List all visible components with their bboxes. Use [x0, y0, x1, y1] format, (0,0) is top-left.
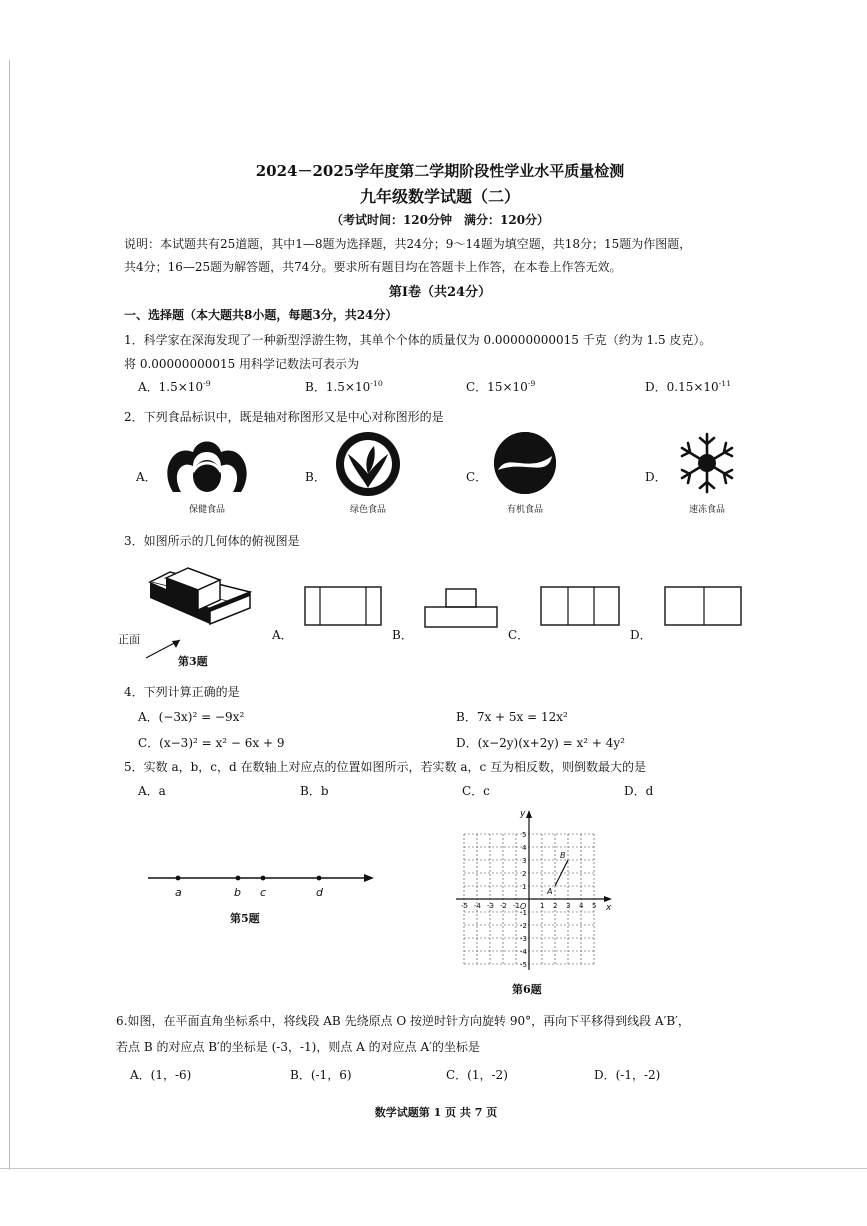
exam-info: （考试时间：120分钟 满分：120分）: [330, 213, 550, 227]
exam-subtitle: 九年级数学试题（二）: [359, 187, 521, 206]
point-label: B: [560, 851, 566, 860]
option-b: B．7x + 5x = 12x²: [456, 710, 568, 724]
logo-caption: 绿色食品: [349, 505, 387, 515]
svg-text:-1: -1: [520, 909, 527, 917]
svg-text:4: 4: [579, 902, 584, 910]
option-a: A．(1，-6): [130, 1068, 192, 1082]
svg-text:-2: -2: [520, 922, 527, 930]
svg-text:-5: -5: [461, 902, 468, 910]
question-1-stem: 1．科学家在深海发现了一种新型浮游生物，其单个个体的质量仅为 0.00000000015 千克（约为 1.5 皮克）。: [124, 333, 712, 347]
coordinate-grid: [448, 806, 618, 974]
svg-text:2: 2: [553, 902, 558, 910]
question-5-stem: 5．实数 a，b，c，d 在数轴上对应点的位置如图所示，若实数 a，c 互为相反数，则倒数最大的是: [124, 760, 647, 774]
question-1-stem: 将 0.00000000015 用科学记数法可表示为: [124, 357, 360, 371]
svg-text:-3: -3: [487, 902, 494, 910]
option-b-figure: [424, 588, 500, 630]
page-edge: [9, 60, 10, 1170]
point-label: a: [175, 886, 182, 899]
option-d: D．d: [624, 784, 654, 798]
axis-label: x: [606, 903, 612, 913]
option-c: C．c: [462, 784, 490, 798]
page-edge: [0, 1168, 867, 1169]
option-c: C．$15\times 10^{-9}$: [466, 379, 536, 394]
instructions-line: 共4分；16—25题为解答题，共74分。要求所有题目均在答题卡上作答，在本卷上作答无效。: [124, 260, 622, 274]
svg-text:1: 1: [540, 902, 545, 910]
option-b: B．(-1，6): [290, 1068, 352, 1082]
question-3-stem: 3．如图所示的几何体的俯视图是: [124, 534, 300, 548]
green-food-logo: [334, 430, 402, 498]
svg-text:3: 3: [522, 857, 527, 865]
option-b: B．b: [300, 784, 329, 798]
figure-caption: 第6题: [512, 983, 542, 996]
figure-caption: 第3题: [178, 655, 208, 668]
option-d: D．: [645, 470, 667, 484]
option-d: D．(x−2y)(x+2y) = x² + 4y²: [456, 736, 625, 750]
svg-text:-2: -2: [500, 902, 507, 910]
front-label: 正面: [118, 633, 140, 646]
svg-text:-4: -4: [520, 948, 527, 956]
svg-text:2: 2: [522, 870, 527, 878]
point-label: b: [234, 886, 241, 899]
point-label: A: [547, 887, 553, 896]
option-d: D．$0.15\times 10^{-11}$: [645, 379, 732, 394]
svg-text:5: 5: [592, 902, 597, 910]
option-b: B．: [305, 470, 326, 484]
snowflake-icon: [674, 430, 740, 496]
svg-text:4: 4: [522, 844, 527, 852]
origin-label: O: [520, 902, 527, 911]
figure-caption: 第5题: [230, 912, 260, 925]
svg-text:3: 3: [566, 902, 571, 910]
option-d: D．: [630, 628, 652, 642]
instructions-line: 说明：本试题共有25道题，其中1—8题为选择题，共24分；9～14题为填空题，共18分；15题为作图题，: [124, 237, 692, 251]
option-b: B．: [392, 628, 413, 642]
option-b: B．$1.5\times 10^{-10}$: [305, 379, 383, 394]
option-d: D．(-1，-2): [594, 1068, 661, 1082]
organic-food-logo: [492, 430, 558, 496]
option-c: C．: [466, 470, 488, 484]
point-label: d: [316, 886, 323, 899]
option-a-figure: [304, 586, 384, 628]
option-a: A．(−3x)² = −9x²: [138, 710, 245, 724]
option-a: A．a: [138, 784, 166, 798]
svg-text:-3: -3: [520, 935, 527, 943]
option-a: A．: [272, 628, 293, 642]
logo-caption: 保健食品: [188, 505, 226, 515]
exam-title: 2024－2025学年度第二学期阶段性学业水平质量检测: [255, 162, 625, 180]
question-6-stem: 6.如图，在平面直角坐标系中，将线段 AB 先绕原点 O 按逆时针方向旋转 90°，再向下平移得到线段 A′B′，: [116, 1014, 690, 1028]
option-a: A．: [136, 470, 157, 484]
option-d-figure: [664, 586, 744, 628]
logo-caption: 有机食品: [506, 505, 544, 515]
svg-text:-4: -4: [474, 902, 481, 910]
option-c: C．(1，-2): [446, 1068, 508, 1082]
svg-text:1: 1: [522, 883, 527, 891]
section-heading: 一、选择题（本大题共8小题，每题3分，共24分）: [124, 308, 398, 322]
question-6-stem: 若点 B 的对应点 B′的坐标是 (-3，-1)，则点 A 的对应点 A′的坐标是: [116, 1040, 480, 1054]
page-footer: 数学试题第 1 页 共 7 页: [374, 1106, 498, 1119]
option-c-figure: [540, 586, 622, 628]
number-line: [144, 868, 380, 904]
svg-text:5: 5: [522, 831, 527, 839]
svg-text:-5: -5: [520, 961, 527, 969]
option-c: C．(x−3)² = x² − 6x + 9: [138, 736, 285, 750]
svg-text:-1: -1: [513, 902, 520, 910]
logo-caption: 速冻食品: [688, 505, 726, 515]
health-food-logo: [163, 430, 251, 500]
option-a: A．$1.5\times 10^{-9}$: [138, 379, 211, 394]
point-label: c: [260, 886, 267, 899]
question-4-stem: 4．下列计算正确的是: [124, 685, 240, 699]
option-c: C．: [508, 628, 530, 642]
question-2-stem: 2．下列食品标识中，既是轴对称图形又是中心对称图形的是: [124, 410, 444, 424]
axis-label: y: [520, 809, 526, 819]
volume-title: 第Ⅰ卷（共24分）: [388, 285, 492, 300]
